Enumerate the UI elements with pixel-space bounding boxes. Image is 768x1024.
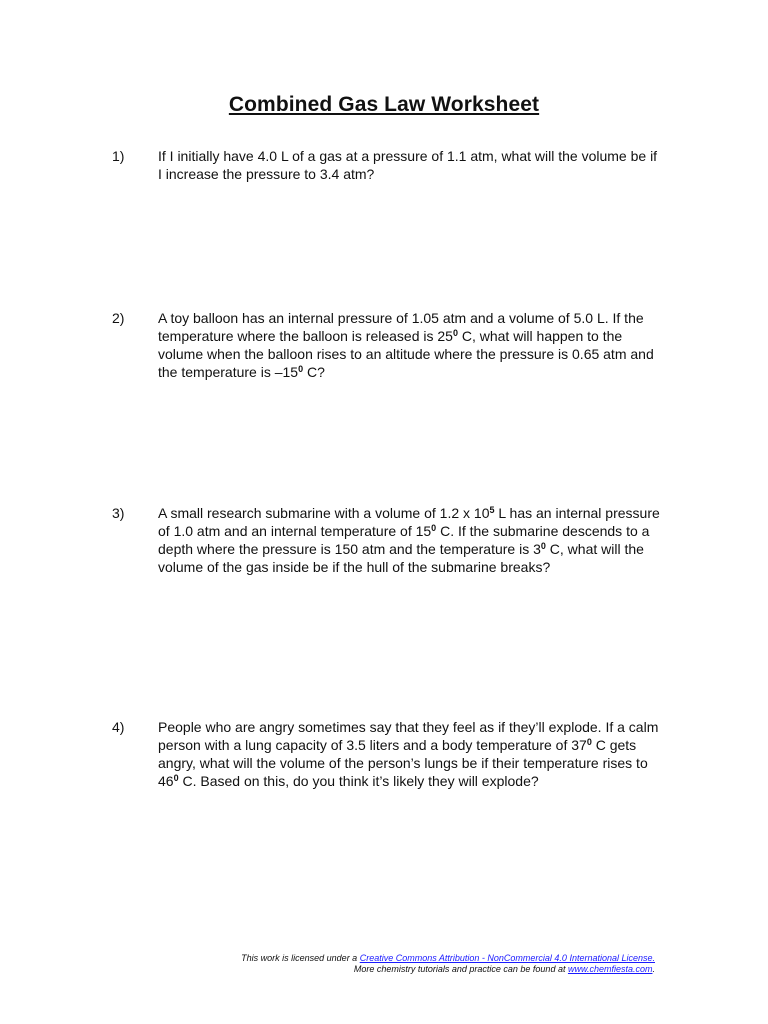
question-number: 1) (112, 148, 125, 164)
question-text: People who are angry sometimes say that they feel as if they’ll explode. If a calm person with a lung capacity of 3.5 liters and a body temperature of $37^0$ C gets angry, what will the volume of the person’s lungs be if their temperature rises to $46^0$ C. Based on this, do you think it’s likely they will explode? (158, 719, 659, 789)
superscript: 0 (586, 737, 592, 747)
superscript: 0 (298, 364, 304, 374)
license-link[interactable]: Creative Commons Attribution - NonCommercial 4.0 International License. (359, 953, 655, 963)
worksheet-title: Combined Gas Law Worksheet (228, 93, 540, 116)
question-number: 4) (112, 719, 125, 735)
license-footer (241, 953, 655, 975)
superscript: 0 (173, 773, 179, 783)
chemfiesta-link[interactable]: www.chemfiesta.com (567, 964, 653, 974)
question-text: A small research submarine with a volume of 1.2 x $10^5$ L has an internal pressure of 1.0 atm and an internal temperature of $15^0$ C. If the submarine descends to a depth where the pressure is 150 atm and the temperature is $3^0$ C, what will the volume of the gas inside be if the hull of the submarine breaks? (158, 505, 660, 575)
superscript: 0 (452, 328, 458, 338)
license-line: This work is licensed under a Creative Commons Attribution - NonCommercial 4.0 International License. (241, 953, 655, 963)
more-tutorials-line: More chemistry tutorials and practice can be found at www.chemfiesta.com. (353, 964, 655, 974)
question-text: A toy balloon has an internal pressure of 1.05 atm and a volume of 5.0 L. If the temperature where the balloon is released is $25^0$ C, what will happen to the volume when the balloon rises to an altitude where the pressure is 0.65 atm and the temperature is $-15^0$ C? (158, 310, 654, 380)
question-number: 2) (112, 310, 125, 326)
superscript: 5 (489, 505, 495, 515)
superscript: 0 (431, 523, 437, 533)
superscript: 0 (540, 541, 546, 551)
question-number: 3) (112, 505, 125, 521)
question-text: If I initially have 4.0 L of a gas at a pressure of 1.1 atm, what will the volume be if I increase the pressure to 3.4 atm? (158, 148, 658, 182)
